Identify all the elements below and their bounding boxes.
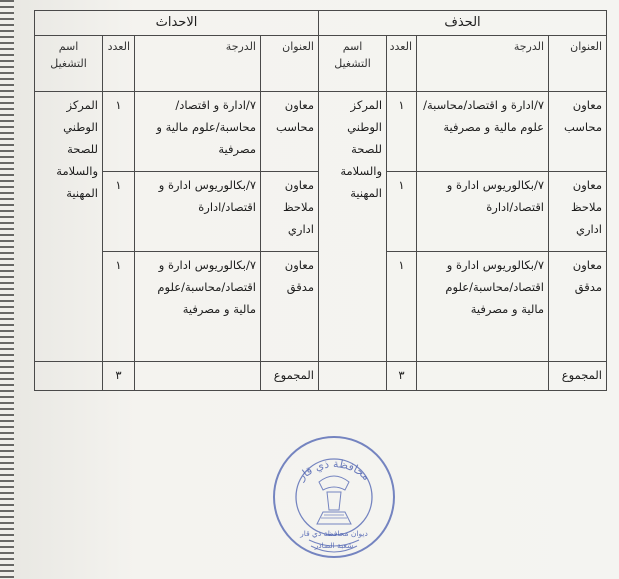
seal-bottom-text: شعبة الصادر (314, 541, 354, 550)
deletion-row-1-count: ١ (387, 92, 417, 172)
deletion-row-3-grade: ٧/بكالوريوس ادارة و اقتصاد/محاسبة/علوم مالية و مصرفية (417, 252, 549, 362)
creation-section-heading: الاحداث (35, 11, 319, 36)
creation-total-empty (35, 362, 103, 391)
creation-total-spacer (135, 362, 261, 391)
deletion-row-2-count: ١ (387, 172, 417, 252)
deletion-occupation-header: اسم التشغيل (319, 36, 387, 92)
seal-outer-text: محافظة ذي قار (295, 457, 373, 484)
deletion-row-3-title: معاون مدقق (549, 252, 607, 362)
deletion-total-value: ٣ (387, 362, 417, 391)
creation-occupation-header: اسم التشغيل (35, 36, 103, 92)
creation-row-2-title: معاون ملاحظ اداري (261, 172, 319, 252)
creation-count-header: العدد (103, 36, 135, 92)
creation-row-1-grade: ٧/ادارة و اقتصاد/محاسبة/علوم مالية و مصرفية (135, 92, 261, 172)
deletion-grade-header: الدرجة (417, 36, 549, 92)
deletion-total-empty (319, 362, 387, 391)
deletion-row-3-count: ١ (387, 252, 417, 362)
creation-row-1-title: معاون محاسب (261, 92, 319, 172)
seal-stamp-icon (269, 432, 399, 562)
creation-row-1-count: ١ (103, 92, 135, 172)
deletion-total-label: المجموع (549, 362, 607, 391)
creation-row-3-title: معاون مدقق (261, 252, 319, 362)
deletion-row-1-grade: ٧/ادارة و اقتصاد/محاسبة/علوم مالية و مصرفية (417, 92, 549, 172)
creation-row-3-count: ١ (103, 252, 135, 362)
document-page (14, 0, 619, 579)
total-row (35, 362, 607, 391)
creation-title-header: العنوان (261, 36, 319, 92)
deletion-row-2-grade: ٧/بكالوريوس ادارة و اقتصاد/ادارة (417, 172, 549, 252)
svg-text:محافظة ذي قار (295, 457, 373, 484)
seal-inner-text: ديوان محافظة ذي قار (300, 529, 368, 538)
ring-binding (0, 0, 14, 579)
positions-table (34, 10, 607, 391)
section-header-row (35, 11, 607, 36)
creation-row-2-count: ١ (103, 172, 135, 252)
creation-row-3-grade: ٧/بكالوريوس ادارة و اقتصاد/محاسبة/علوم مالية و مصرفية (135, 252, 261, 362)
deletion-occupation-cell: المركز الوطني للصحة والسلامة المهنية (319, 92, 387, 362)
deletion-section-heading: الحذف (319, 11, 607, 36)
deletion-row-1-title: معاون محاسب (549, 92, 607, 172)
deletion-row-2-title: معاون ملاحظ اداري (549, 172, 607, 252)
table-row (35, 92, 607, 172)
deletion-total-spacer (417, 362, 549, 391)
deletion-count-header: العدد (387, 36, 417, 92)
creation-grade-header: الدرجة (135, 36, 261, 92)
creation-occupation-cell: المركز الوطني للصحة والسلامة المهنية (35, 92, 103, 362)
official-seal (269, 432, 399, 562)
creation-total-value: ٣ (103, 362, 135, 391)
deletion-title-header: العنوان (549, 36, 607, 92)
column-header-row (35, 36, 607, 92)
creation-row-2-grade: ٧/بكالوريوس ادارة و اقتصاد/ادارة (135, 172, 261, 252)
creation-total-label: المجموع (261, 362, 319, 391)
